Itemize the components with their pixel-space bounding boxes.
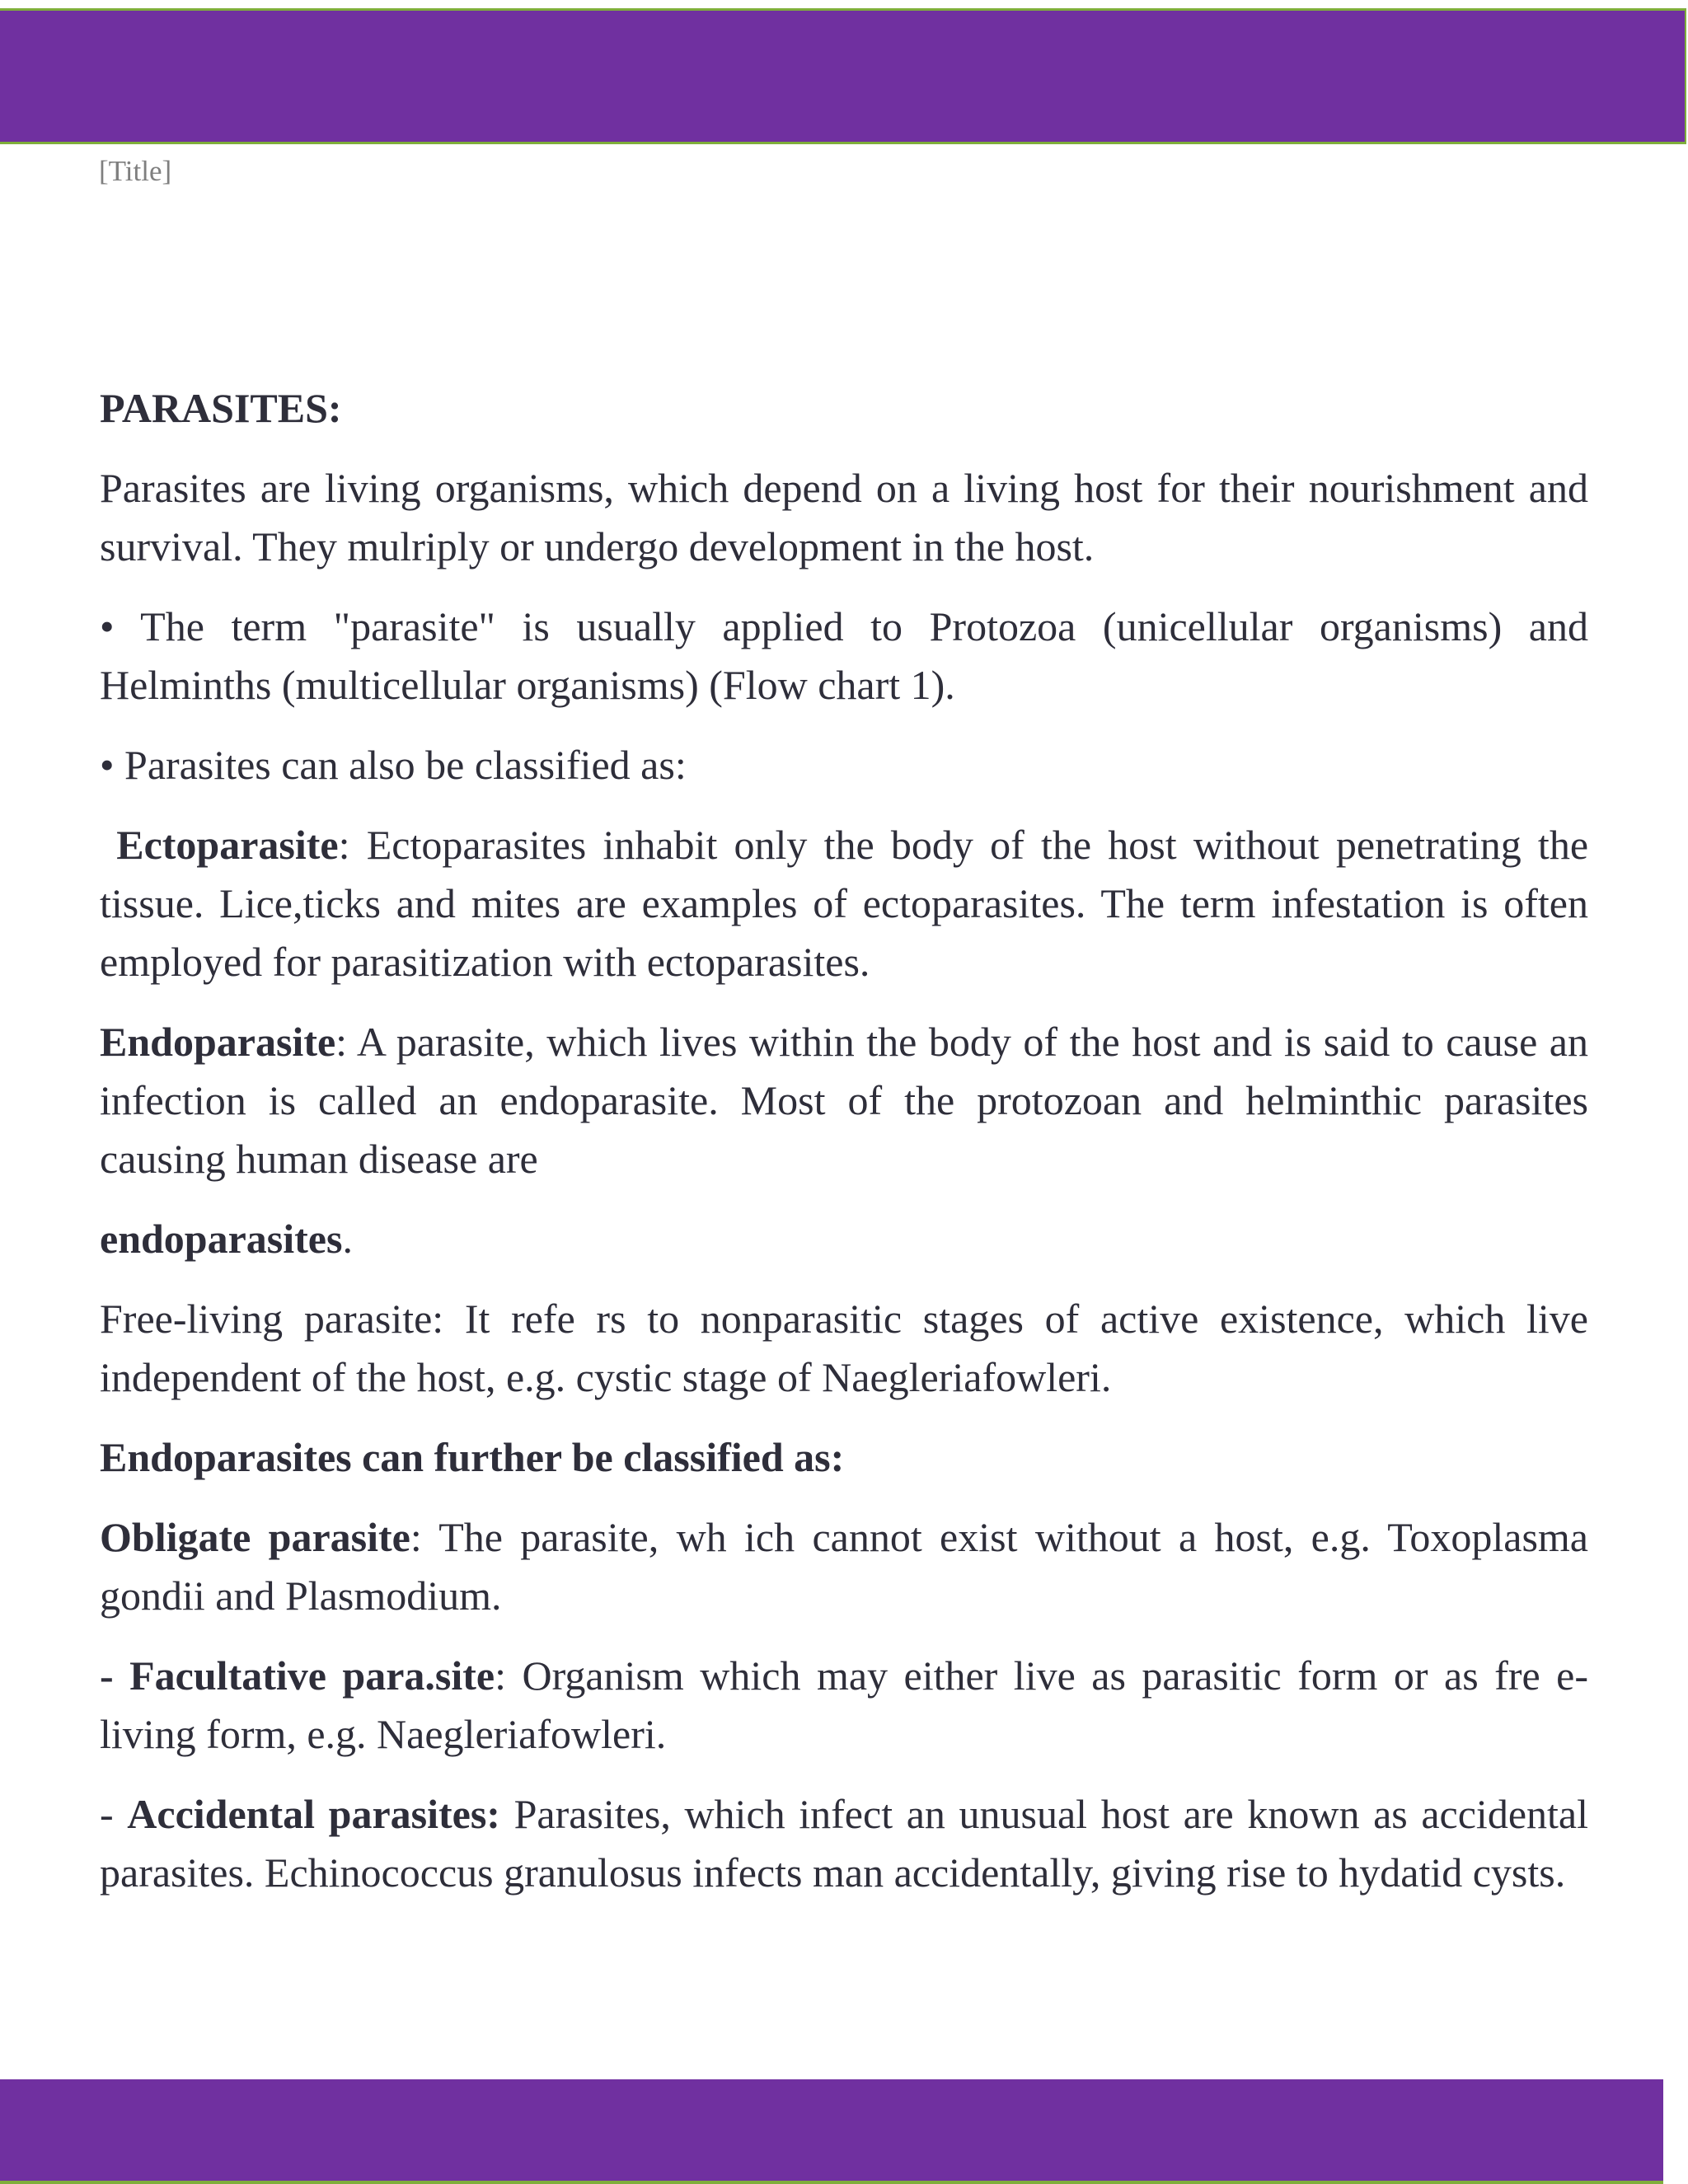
free-living-paragraph: Free-living parasite: It refe rs to nonparasitic stages of active existence, which live independent of the host, e.g. cystic stage of Naegleriafowleri. [100, 1296, 1588, 1400]
accidental-prefix: - [100, 1791, 128, 1837]
header-band [0, 8, 1686, 144]
footer-band [0, 2079, 1663, 2184]
title-placeholder[interactable]: [Title] [99, 155, 172, 187]
ectoparasite-text: : Ectoparasites inhabit only the body of the host without penetrating the tissue. Lice,ticks and mites are examples of ectoparasites. The term infestation is often employed for parasitization with ectoparasites. [100, 822, 1589, 985]
accidental-text: Parasites, which infect an unusual host are known as accidental parasites. Echinococcus granulosus infects man accidentally, giving rise to hydatid cysts. [100, 1791, 1588, 1896]
document-body [100, 379, 1588, 1924]
ectoparasite-term: Ectoparasite [116, 822, 339, 868]
endoparasite-paragraph [100, 1013, 1588, 1188]
subsection-heading: Endoparasites can further be classified as: [100, 1434, 845, 1480]
facultative-paragraph [100, 1647, 1588, 1764]
obligate-term: Obligate parasite [100, 1514, 410, 1560]
facultative-term: - Facultative para.site [100, 1652, 495, 1699]
facultative-text: : Organism which may either live as parasitic form or as fre e-living form, e.g. Naegleriafowleri. [100, 1652, 1588, 1757]
endoparasites-term: endoparasites [100, 1216, 343, 1262]
bullet-classification: • Parasites can also be classified as: [100, 742, 687, 788]
bullet-parasite-term: • The term "parasite" is usually applied to Protozoa (unicellular organisms) and Helminths (multicellular organisms) (Flow chart 1). [100, 603, 1588, 708]
obligate-paragraph [100, 1508, 1588, 1625]
endoparasites-period: . [342, 1216, 353, 1262]
section-heading: PARASITES: [100, 385, 342, 431]
accidental-paragraph [100, 1785, 1588, 1902]
obligate-text: : The parasite, wh ich cannot exist without a host, e.g. Toxoplasma gondii and Plasmodium. [100, 1514, 1588, 1619]
intro-paragraph: Parasites are living organisms, which depend on a living host for their nourishment and survival. They mulriply or undergo development in the host. [100, 465, 1588, 569]
endoparasite-term: Endoparasite [100, 1019, 336, 1065]
accidental-term: Accidental parasites: [127, 1791, 500, 1837]
ectoparasite-paragraph [100, 816, 1588, 991]
endoparasite-text: : A parasite, which lives within the body of the host and is said to cause an infection is called an endoparasite. Most of the protozoan and helminthic parasites causing human disease are [100, 1019, 1588, 1182]
endoparasite-continuation [100, 1210, 1588, 1268]
